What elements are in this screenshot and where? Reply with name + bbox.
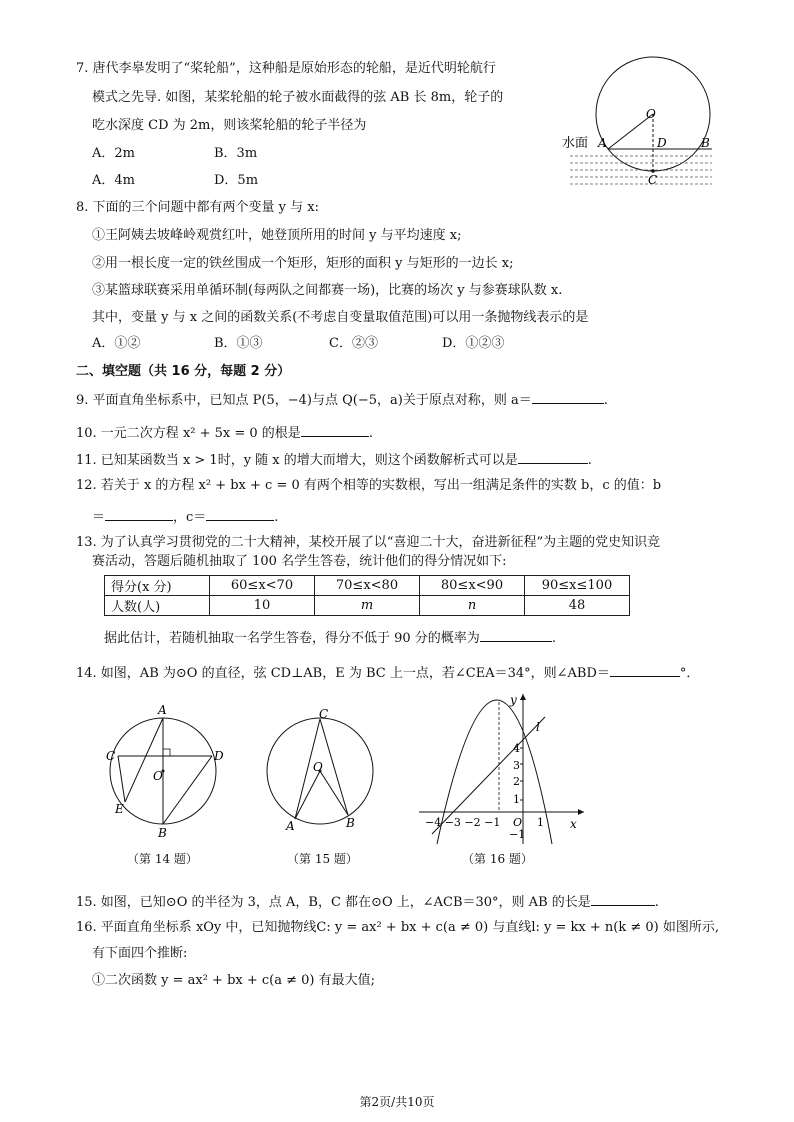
q12-mid: ，c＝ (173, 510, 207, 525)
q12-b-blank[interactable] (105, 508, 173, 521)
fig14-label-d: D (214, 749, 224, 763)
caption-fig14: （第 14 题） (127, 852, 198, 866)
q7-option-d: D．5m (214, 173, 259, 188)
q13-score-table (104, 575, 630, 616)
fig16-ytick-3: 3 (513, 759, 520, 772)
section-2-heading: 二、填空题（共 16 分，每题 2 分） (76, 364, 291, 379)
q7-option-c: A．4m (92, 173, 135, 188)
fig15-label-o: O (313, 760, 323, 774)
table-cell: 得分(x 分) (105, 576, 210, 596)
q15-stem: 15. 如图，已知⊙O 的半径为 3，点 A，B，C 都在⊙O 上，∠ACB＝30°，则 AB 的长是 (76, 895, 591, 910)
table-cell: 48 (525, 596, 630, 616)
table-cell: 60≤x<70 (210, 576, 315, 596)
q8-option-c: C．②③ (329, 336, 378, 351)
table-cell: 10 (210, 596, 315, 616)
fig15-label-c: C (319, 707, 329, 721)
caption-fig16: （第 16 题） (462, 852, 533, 866)
q7-label-c: C (648, 173, 658, 187)
q14-stem: 14. 如图，AB 为⊙O 的直径，弦 CD⊥AB，E 为 BC 上一点，若∠CEA＝34°，则∠ABD＝ (76, 666, 610, 681)
q12-line-2: ＝ ，c＝ . (92, 510, 279, 525)
q14-tail: °． (679, 666, 700, 681)
q8-option-b: B．①③ (214, 336, 263, 351)
q8-line-5: 其中，变量 y 与 x 之间的函数关系(不考虑自变量取值范围)可以用一条抛物线表示的是 (92, 310, 589, 325)
table-cell: 人数(人) (105, 596, 210, 616)
q9-answer-blank[interactable] (532, 391, 604, 404)
q10-stem: 10. 一元二次方程 x² + 5x = 0 的根是 (76, 426, 301, 441)
q8-option-d: D．①②③ (442, 336, 505, 351)
q9-text: 9. 平面直角坐标系中，已知点 P(5，−4)与点 Q(−5，a)关于原点对称，则 a＝ . (76, 393, 608, 408)
fig14-label-a: A (158, 703, 167, 717)
q16-line-3: ①二次函数 y = ax² + bx + c(a ≠ 0) 有最大值; (92, 973, 376, 988)
fig14-label-e: E (115, 802, 124, 816)
q8-item-3: ③某篮球联赛采用单循环制(每两队之间都赛一场)，比赛的场次 y 与参赛球队数 x. (92, 283, 563, 298)
q7-label-a: A (598, 136, 607, 150)
fig14-circle-diagram (100, 700, 230, 840)
q10-answer-blank[interactable] (301, 424, 369, 437)
table-cell: 90≤x≤100 (525, 576, 630, 596)
table-row (105, 596, 630, 616)
q7-option-b: B．3m (214, 146, 258, 161)
q11-stem: 11. 已知某函数当 x > 1时，y 随 x 的增大而增大，则这个函数解析式可以是 (76, 453, 518, 468)
q7-line-2: 模式之先导. 如图，某桨轮船的轮子被水面截得的弦 AB 长 8m，轮子的 (92, 90, 504, 105)
fig16-graph (414, 688, 590, 846)
fig16-label-x: x (570, 817, 577, 831)
q10-text: 10. 一元二次方程 x² + 5x = 0 的根是 . (76, 426, 373, 441)
fig16-xticks: −4 −3 −2 −1 (425, 816, 501, 829)
fig14-label-b: B (158, 826, 167, 840)
q15-text: 15. 如图，已知⊙O 的半径为 3，点 A，B，C 都在⊙O 上，∠ACB＝30°，则 AB 的长是 . (76, 895, 659, 910)
q7-water-label: 水面 (562, 136, 589, 151)
fig16-xtick-1: 1 (537, 816, 544, 829)
q7-line-1: 7. 唐代李皋发明了“桨轮船”，这种船是原始形态的轮船，是近代明轮航行 (76, 61, 496, 76)
q11-answer-blank[interactable] (518, 451, 588, 464)
q13-line-2: 赛活动，答题后随机抽取了 100 名学生答卷，统计他们的得分情况如下: (92, 554, 507, 569)
q7-label-o: O (646, 107, 656, 121)
table-row (105, 576, 630, 596)
q12-line-1: 12. 若关于 x 的方程 x² + bx + c = 0 有两个相等的实数根，写出一组满足条件的实数 b，c 的值：b (76, 478, 662, 493)
q15-answer-blank[interactable] (591, 893, 655, 906)
fig16-ytick-2: 2 (513, 775, 520, 788)
fig14-label-c: C (106, 749, 116, 763)
q11-text: 11. 已知某函数当 x > 1时，y 随 x 的增大而增大，则这个函数解析式可以是 . (76, 453, 592, 468)
q7-option-a: A．2m (92, 146, 135, 161)
table-cell: 70≤x<80 (315, 576, 420, 596)
q8-option-a: A．①② (92, 336, 141, 351)
q13-stem: 据此估计，若随机抽取一名学生答卷，得分不低于 90 分的概率为 (104, 631, 480, 646)
q12-c-blank[interactable] (206, 508, 274, 521)
table-cell: m (315, 596, 420, 616)
fig16-label-y: y (510, 693, 517, 707)
q14-answer-blank[interactable] (610, 664, 680, 677)
fig16-ytick-1: 1 (513, 793, 520, 806)
q7-wheel-figure (560, 52, 730, 192)
caption-fig15: （第 15 题） (287, 852, 358, 866)
fig16-ytick-neg1: −1 (509, 828, 526, 841)
fig16-label-l: l (536, 720, 540, 734)
fig14-label-o: O (153, 769, 163, 783)
q13-answer-blank[interactable] (480, 629, 552, 642)
q7-label-b: B (701, 136, 710, 150)
q8-item-2: ②用一根长度一定的铁丝围成一个矩形，矩形的面积 y 与矩形的一边长 x; (92, 256, 514, 271)
table-cell: 80≤x<90 (420, 576, 525, 596)
q12-eq: ＝ (92, 510, 106, 525)
q16-line-2: 有下面四个推断: (92, 946, 188, 961)
table-cell: n (420, 596, 525, 616)
page-footer: 第2页/共10页 (359, 1095, 435, 1109)
q7-label-d: D (657, 136, 667, 150)
q8-item-1: ①王阿姨去坡峰岭观赏红叶，她登顶所用的时间 y 与平均速度 x; (92, 228, 462, 243)
q16-line-1: 16. 平面直角坐标系 xOy 中，已知抛物线C: y = ax² + bx + c(a ≠ 0) 与直线l: y = kx + n(k ≠ 0) 如图所示, (76, 920, 719, 935)
fig16-ytick-4: 4 (513, 742, 520, 755)
q13-line-1: 13. 为了认真学习贯彻党的二十大精神，某校开展了以“喜迎二十大，奋进新征程”为主题的党史知识竞 (76, 535, 661, 550)
q13-line-3: 据此估计，若随机抽取一名学生答卷，得分不低于 90 分的概率为 . (104, 631, 556, 646)
fig15-label-a: A (286, 819, 295, 833)
fig16-label-o: O (513, 816, 523, 829)
q9-stem: 9. 平面直角坐标系中，已知点 P(5，−4)与点 Q(−5，a)关于原点对称，则 a＝ (76, 393, 532, 408)
fig15-label-b: B (346, 816, 355, 830)
q8-line-1: 8. 下面的三个问题中都有两个变量 y 与 x: (76, 200, 319, 215)
q14-text (76, 664, 699, 682)
fig15-circle-diagram (262, 700, 382, 840)
q7-line-3: 吃水深度 CD 为 2m，则该桨轮船的轮子半径为 (92, 118, 367, 133)
